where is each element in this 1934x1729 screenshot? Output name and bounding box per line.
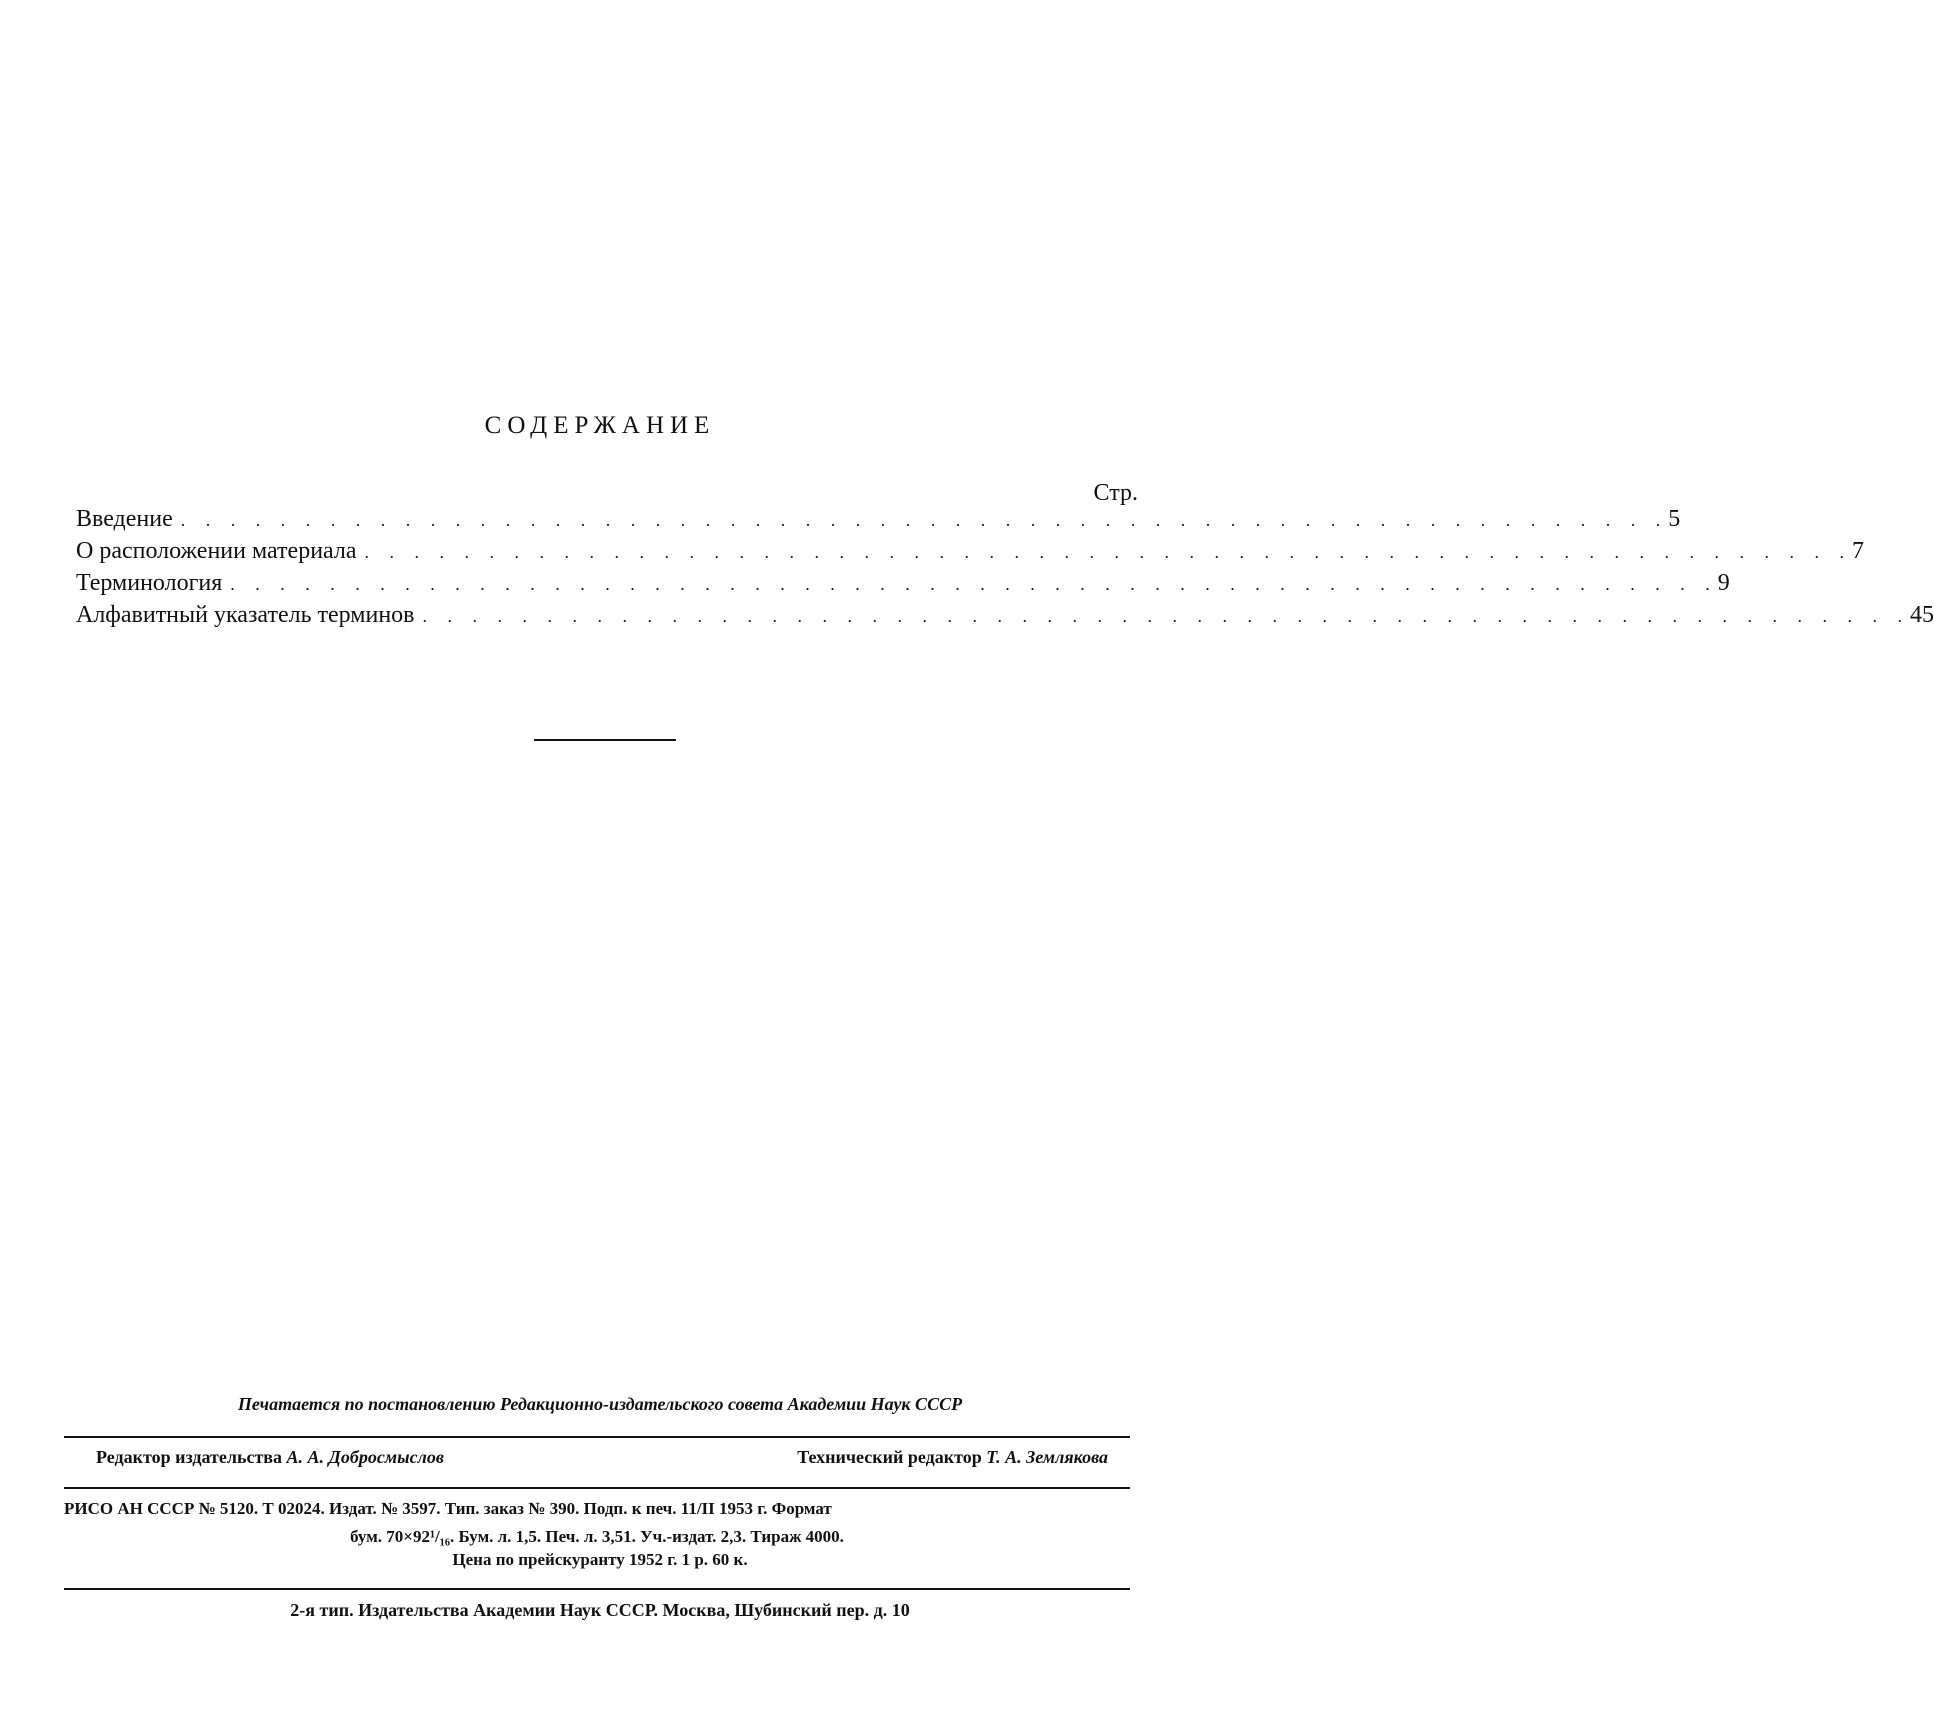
toc-entry-label: О расположении материала bbox=[76, 538, 357, 564]
editor-credit bbox=[96, 1447, 444, 1468]
imprint-note: Печатается по постановлению Редакционно-издательского совета Академии Наук СССР bbox=[237, 1394, 963, 1414]
toc-entry-label: Введение bbox=[76, 506, 173, 532]
dot-leader: . . . . . . . . . . . . . . . . . . . . . . . . . . . . . . . . . . . . . . . . . . . . . . . . . . . . . . . . . . . . bbox=[230, 574, 1718, 594]
page-column-label: Стр. bbox=[1093, 480, 1138, 506]
tech-editor-credit bbox=[797, 1447, 1108, 1468]
print-details-line-1: РИСО АН СССР № 5120. Т 02024. Издат. № 3597. Тип. заказ № 390. Подп. к печ. 11/II 1953 г. Формат bbox=[64, 1499, 832, 1518]
editor-label: Редактор издательства bbox=[96, 1447, 283, 1467]
print-details bbox=[64, 1495, 1130, 1551]
printer-line: 2-я тип. Издательства Академии Наук СССР. Москва, Шубинский пер. д. 10 bbox=[290, 1600, 910, 1620]
section-divider bbox=[534, 739, 676, 741]
print-details-line-2: бум. 70×92¹/₁₆. Бум. л. 1,5. Печ. л. 3,51. Уч.-издат. 2,3. Тираж 4000. bbox=[350, 1527, 844, 1546]
toc-title: СОДЕРЖАНИЕ bbox=[484, 412, 716, 439]
tech-editor-label: Технический редактор bbox=[797, 1447, 982, 1467]
editor-name: А. А. Добросмыслов bbox=[286, 1447, 444, 1467]
toc-entry bbox=[76, 570, 1730, 602]
editors-line bbox=[96, 1447, 1108, 1468]
tech-editor-name: Т. А. Землякова bbox=[986, 1447, 1108, 1467]
toc-entry-label: Терминология bbox=[76, 570, 223, 596]
dot-leader: . . . . . . . . . . . . . . . . . . . . . . . . . . . . . . . . . . . . . . . . . . . . . . . . . . . . . . . . . . . . bbox=[180, 510, 1669, 530]
toc-entry-page: 5 bbox=[1668, 506, 1681, 532]
toc-entry-label: Алфавитный указатель терминов bbox=[76, 602, 415, 628]
dot-leader: . . . . . . . . . . . . . . . . . . . . . . . . . . . . . . . . . . . . . . . . . . . . . . . . . . . . . . . . . . . . bbox=[364, 542, 1853, 562]
toc-entry-page: 45 bbox=[1910, 602, 1934, 628]
toc-entry-page: 7 bbox=[1852, 538, 1865, 564]
dot-leader: . . . . . . . . . . . . . . . . . . . . . . . . . . . . . . . . . . . . . . . . . . . . . . . . . . . . . . . . . . . . bbox=[422, 606, 1910, 626]
toc-entry bbox=[76, 506, 1681, 538]
imprint-rule-bottom bbox=[64, 1588, 1130, 1590]
toc-entry bbox=[76, 538, 1865, 570]
toc-list bbox=[76, 506, 1934, 634]
toc-entry bbox=[76, 602, 1934, 634]
imprint-rule-middle bbox=[64, 1487, 1130, 1489]
imprint-rule-top bbox=[64, 1436, 1130, 1438]
toc-entry-page: 9 bbox=[1717, 570, 1730, 596]
price-line: Цена по прейскуранту 1952 г. 1 р. 60 к. bbox=[452, 1550, 748, 1569]
